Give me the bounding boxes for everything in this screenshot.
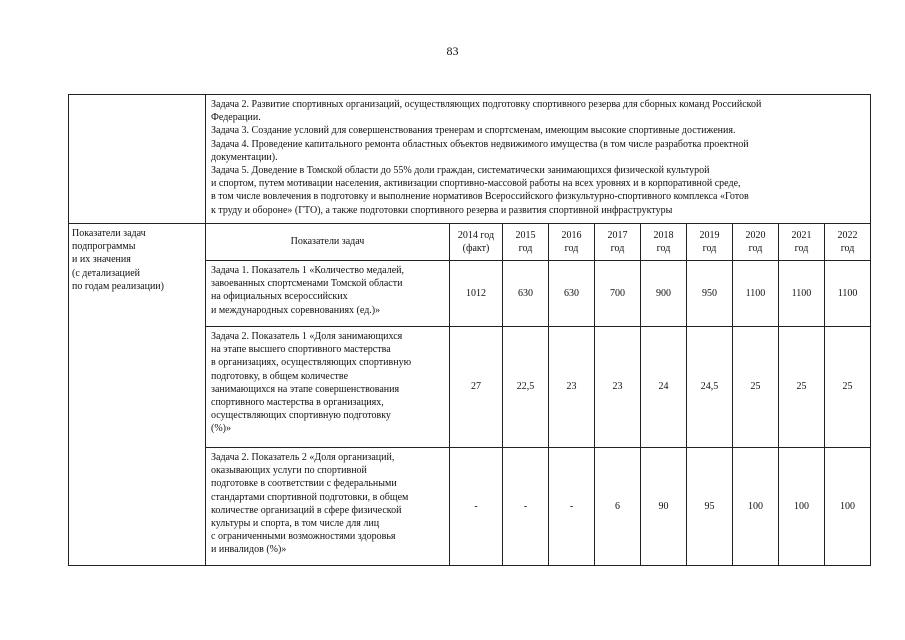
task-line: к труду и обороне» (ГТО), а также подготовки спортивного резерва и развития спортивной инфраструктуры: [211, 204, 673, 216]
value-cell: 630: [503, 261, 549, 327]
value-cell: 23: [595, 327, 641, 448]
task-line: Федерации.: [211, 112, 261, 124]
value-cell: 630: [549, 261, 595, 327]
task-line: Задача 4. Проведение капитального ремонта областных объектов недвижимого имущества (в том числе разработка проектной: [211, 138, 749, 150]
value-cell: -: [549, 448, 595, 566]
empty-left-cell: [69, 95, 206, 224]
header-year-2021: 2021 год: [779, 224, 825, 261]
value-cell: 100: [825, 448, 871, 566]
value-cell: 24,5: [687, 327, 733, 448]
value-cell: 27: [450, 327, 503, 448]
header-year-2017: 2017 год: [595, 224, 641, 261]
task-line: и спортом, путем мотивации населения, активизации спортивно-массовой работы на всех уровнях и в корпоративной среде,: [211, 178, 741, 190]
label-line: подпрограммы: [72, 241, 136, 253]
header-year-2019: 2019 год: [687, 224, 733, 261]
value-cell: 100: [733, 448, 779, 566]
task-line: документации).: [211, 151, 278, 163]
value-cell: 23: [549, 327, 595, 448]
label-line: по годам реализации): [72, 280, 164, 292]
value-cell: 25: [825, 327, 871, 448]
header-year-2020: 2020 год: [733, 224, 779, 261]
value-cell: 24: [641, 327, 687, 448]
indicator-label: Задача 2. Показатель 1 «Доля занимающихся на этапе высшего спортивного мастерства в организациях, осуществляющих спортивную подготовку, в общем количестве занимающихся на этапе совершенствования спортивного мастерства в организациях, осуществляющих спортивную подготовку (%)»: [206, 327, 450, 448]
header-year-2018: 2018 год: [641, 224, 687, 261]
tasks-row: [69, 95, 871, 224]
value-cell: 25: [733, 327, 779, 448]
value-cell: 1100: [825, 261, 871, 327]
label-line: и их значения: [72, 254, 131, 266]
header-year-2015: 2015 год: [503, 224, 549, 261]
task-line: Задача 3. Создание условий для совершенствования тренерам и спортсменам, имеющим высокие спортивные достижения.: [211, 125, 736, 137]
value-cell: 90: [641, 448, 687, 566]
value-cell: 1012: [450, 261, 503, 327]
value-cell: 22,5: [503, 327, 549, 448]
value-cell: 25: [779, 327, 825, 448]
value-cell: 100: [779, 448, 825, 566]
tasks-description: [206, 95, 871, 224]
indicators-label-cell: [69, 224, 206, 566]
value-cell: 900: [641, 261, 687, 327]
header-year-2022: 2022 год: [825, 224, 871, 261]
value-cell: 1100: [779, 261, 825, 327]
label-line: (с детализацией: [72, 267, 141, 279]
value-cell: -: [450, 448, 503, 566]
value-cell: 1100: [733, 261, 779, 327]
value-cell: 950: [687, 261, 733, 327]
task-line: Задача 5. Доведение в Томской области до 55% доли граждан, систематически занимающихся физической культурой: [211, 165, 710, 177]
label-line: Показатели задач: [72, 228, 146, 239]
page-number: 83: [446, 44, 459, 58]
value-cell: -: [503, 448, 549, 566]
header-year-2016: 2016 год: [549, 224, 595, 261]
indicators-table: [68, 94, 871, 566]
value-cell: 700: [595, 261, 641, 327]
header-year-2014: 2014 год (факт): [450, 224, 503, 261]
header-row: [69, 224, 871, 261]
indicator-label: Задача 1. Показатель 1 «Количество медалей, завоеванных спортсменами Томской области на официальных всероссийских и международных соревнованиях (ед.)»: [206, 261, 450, 327]
indicator-label: Задача 2. Показатель 2 «Доля организаций, оказывающих услуги по спортивной подготовке в соответствии с федеральными стандартами спортивной подготовки, в общем количестве организаций в сфере физической культуры и спорта, в том числе для лиц с ограниченными возможностями здоровья и инвалидов (%)»: [206, 448, 450, 566]
value-cell: 95: [687, 448, 733, 566]
task-line: в том числе вовлечения в подготовку и выполнение нормативов Всероссийского физкультурно-спортивного комплекса «Готов: [211, 191, 749, 203]
header-indicators: Показатели задач: [206, 224, 450, 261]
task-line: Задача 2. Развитие спортивных организаций, осуществляющих подготовку спортивного резерва для сборных команд Российской: [211, 99, 762, 110]
value-cell: 6: [595, 448, 641, 566]
